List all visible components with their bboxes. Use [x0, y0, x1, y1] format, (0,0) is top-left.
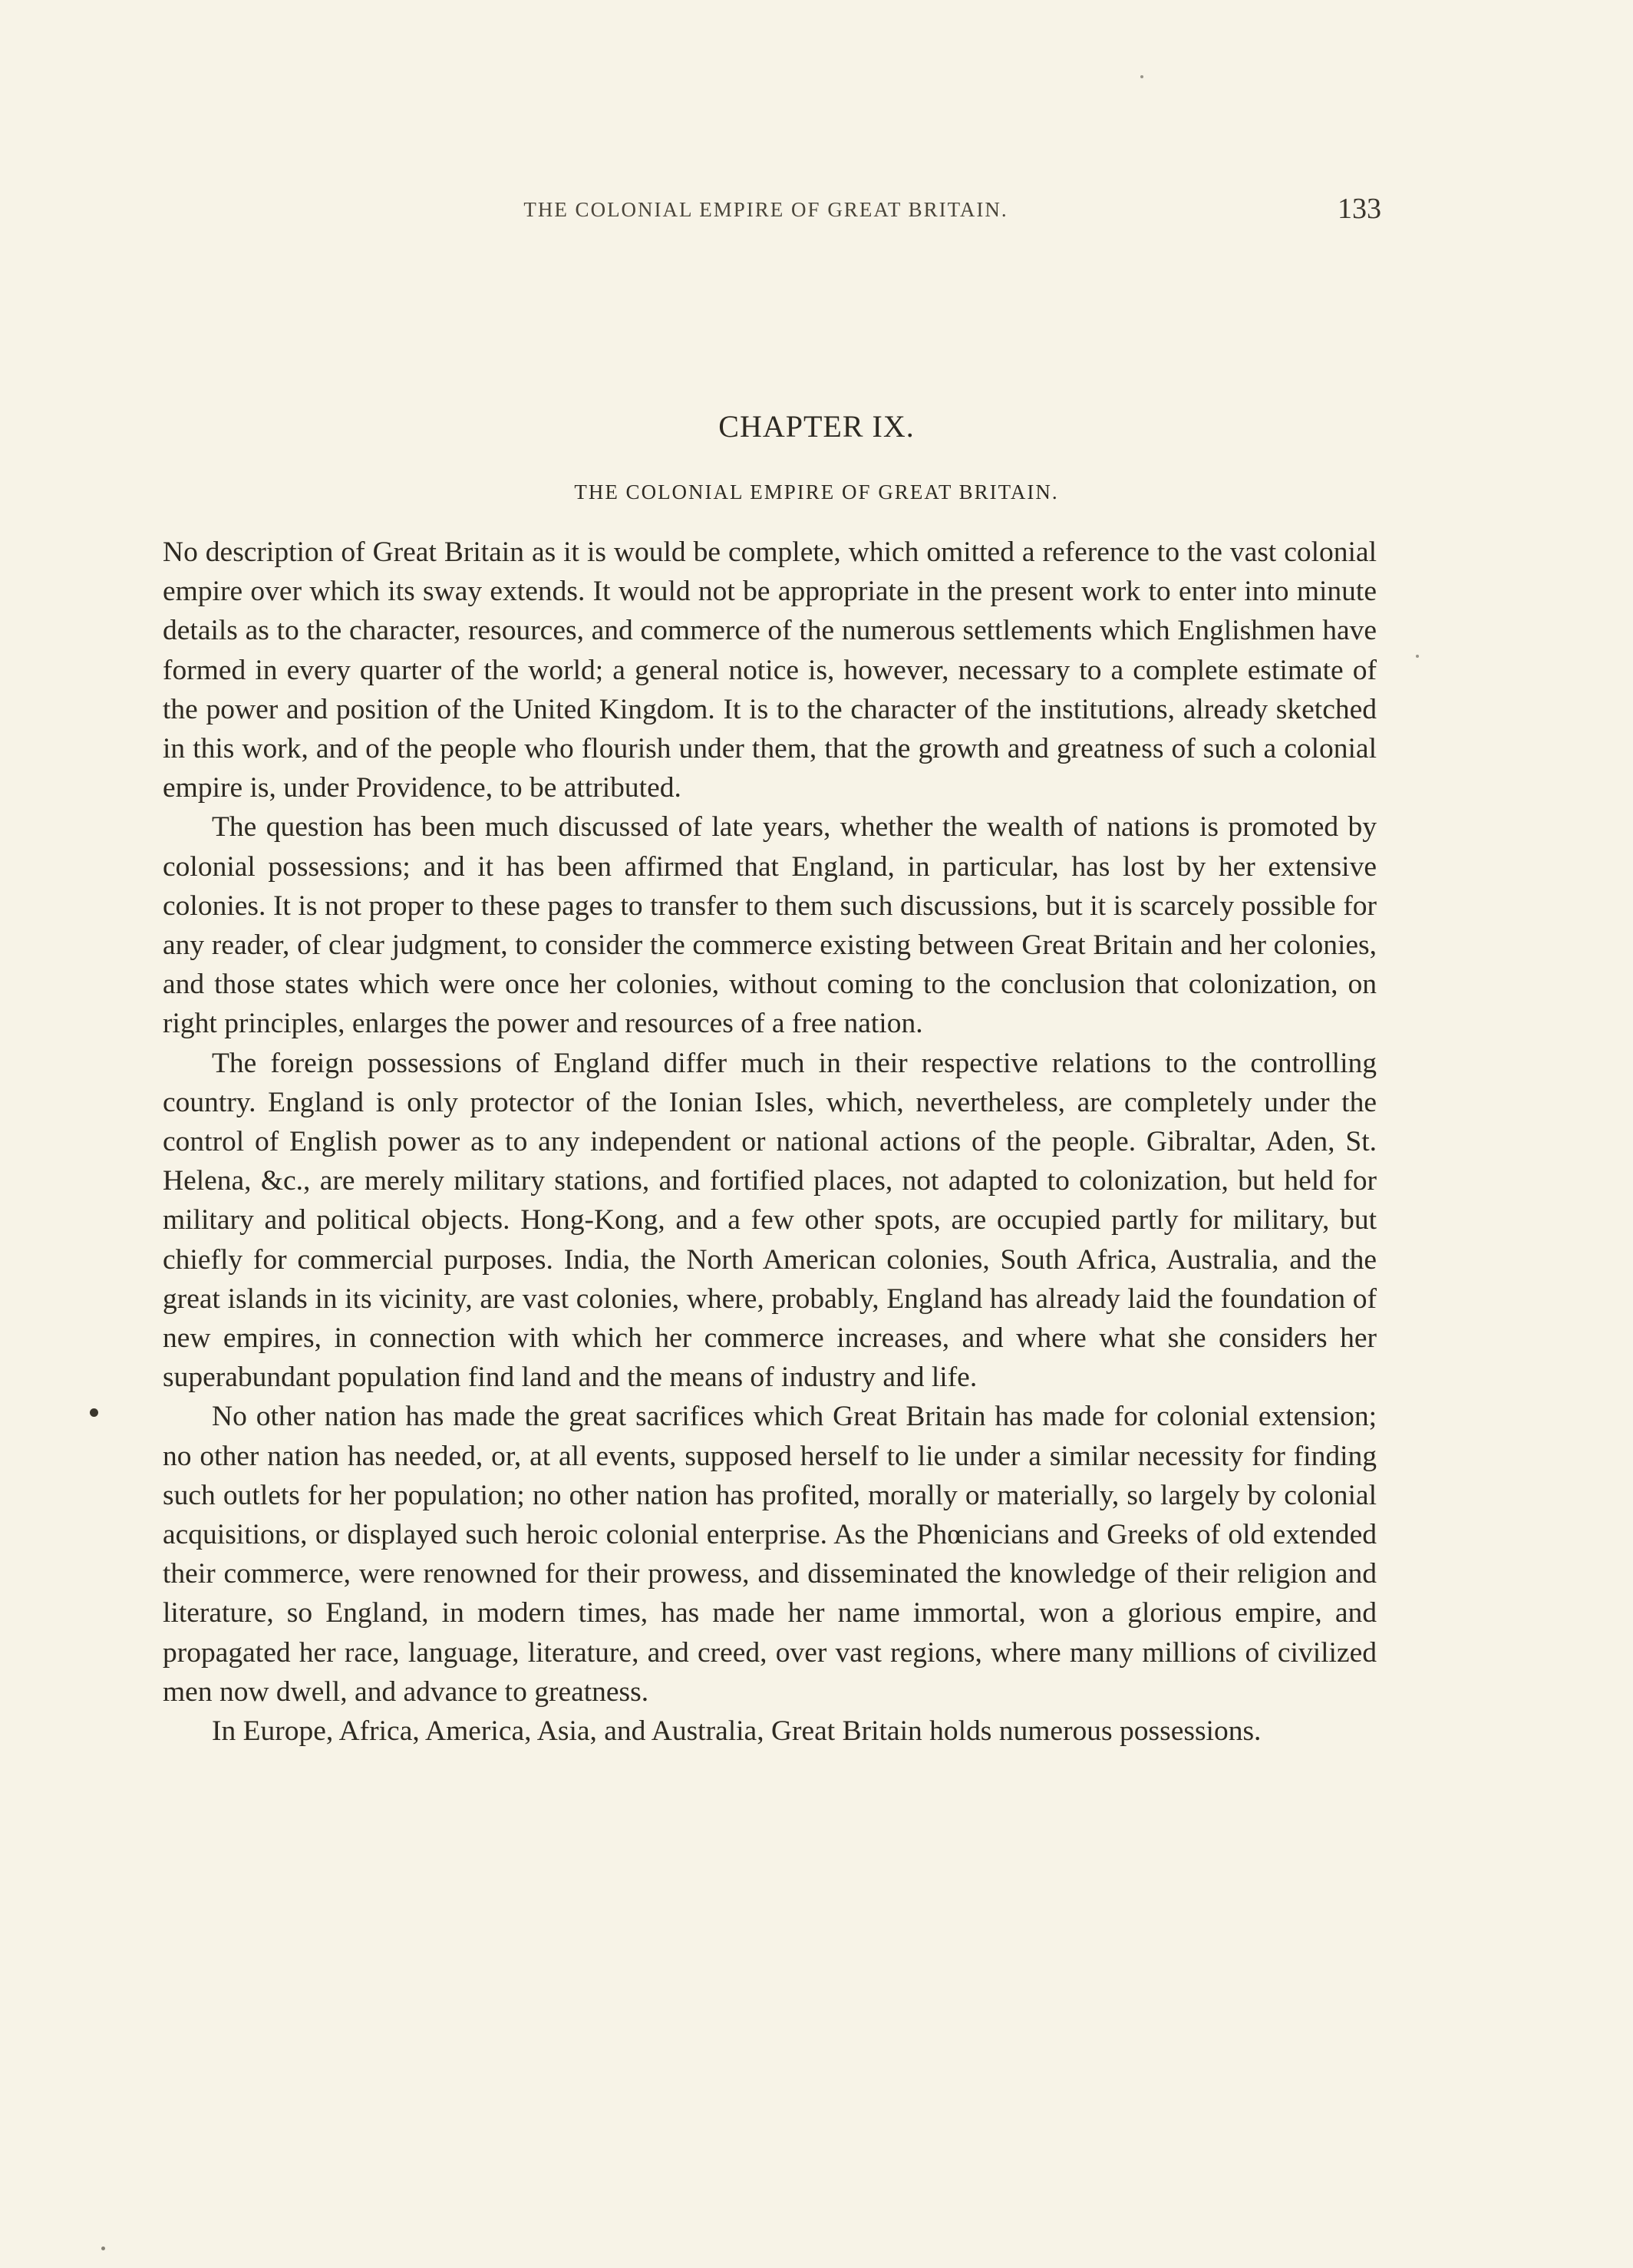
body-text [163, 533, 1377, 1751]
paragraph-5: In Europe, Africa, America, Asia, and Australia, Great Britain holds numerous possessions. [212, 1715, 1262, 1748]
paragraph-3: The foreign possessions of England differ much in their respective relations to the controlling country. England is only protector of the Ionian Isles, which, nevertheless, are completely under the control of English power as to any independent or national actions of the people. Gibraltar, Aden, St. Helena, &c., are merely military stations, and fortified places, not adapted to colonization, but held for military and political objects. Hong-Kong, and a few other spots, are occupied partly for military, but chiefly for commercial purposes. India, the North American colonies, South Africa, Australia, and the great islands in its vicinity, are vast colonies, where, probably, England has already laid the foundation of new empires, in connection with which her commerce increases, and where what she considers her superabundant population find land and the means of industry and life. [163, 1047, 1377, 1394]
scan-speck [1140, 75, 1143, 78]
scan-speck [1416, 655, 1419, 658]
paragraph-2: The question has been much discussed of late years, whether the wealth of nations is promoted by colonial possessions; and it has been affirmed that England, in particular, has lost by her extensive colonies. It is not proper to these pages to transfer to them such discussions, but it is scarcely possible for any reader, of clear judgment, to consider the commerce existing between Great Britain and her colonies, and those states which were once her colonies, without coming to the conclusion that colonization, on right principles, enlarges the power and resources of a free nation. [163, 811, 1377, 1040]
running-head: THE COLONIAL EMPIRE OF GREAT BRITAIN. [523, 198, 1008, 221]
page-number: 133 [1338, 193, 1381, 225]
chapter-subtitle: THE COLONIAL EMPIRE OF GREAT BRITAIN. [574, 480, 1059, 503]
paragraph-4: No other nation has made the great sacrifices which Great Britain has made for colonial extension; no other nation has needed, or, at all events, supposed herself to lie under a similar necessity for finding such outlets for her population; no other nation has profited, morally or materially, so largely by colonial acquisitions, or displayed such heroic colonial enterprise. As the Phœnicians and Greeks of old extended their commerce, were renowned for their prowess, and disseminated the knowledge of their religion and literature, so England, in modern times, has made her name immortal, won a glorious empire, and propagated her race, language, literature, and creed, over vast regions, where many millions of civilized men now dwell, and advance to greatness. [163, 1401, 1377, 1708]
margin-ink-speck [90, 1408, 98, 1417]
chapter-title: CHAPTER IX. [718, 409, 915, 444]
paragraph-1: No description of Great Britain as it is would be complete, which omitted a reference to the vast colonial empire over which its sway extends. It would not be appropriate in the present work to enter into minute details as to the character, resources, and commerce of the numerous settlements which Englishmen have formed in every quarter of the world; a general notice is, however, necessary to a complete estimate of the power and position of the United Kingdom. It is to the character of the institutions, already sketched in this work, and of the people who flourish under them, that the growth and greatness of such a colonial empire is, under Providence, to be attributed. [163, 536, 1377, 804]
scan-speck [101, 2247, 105, 2250]
